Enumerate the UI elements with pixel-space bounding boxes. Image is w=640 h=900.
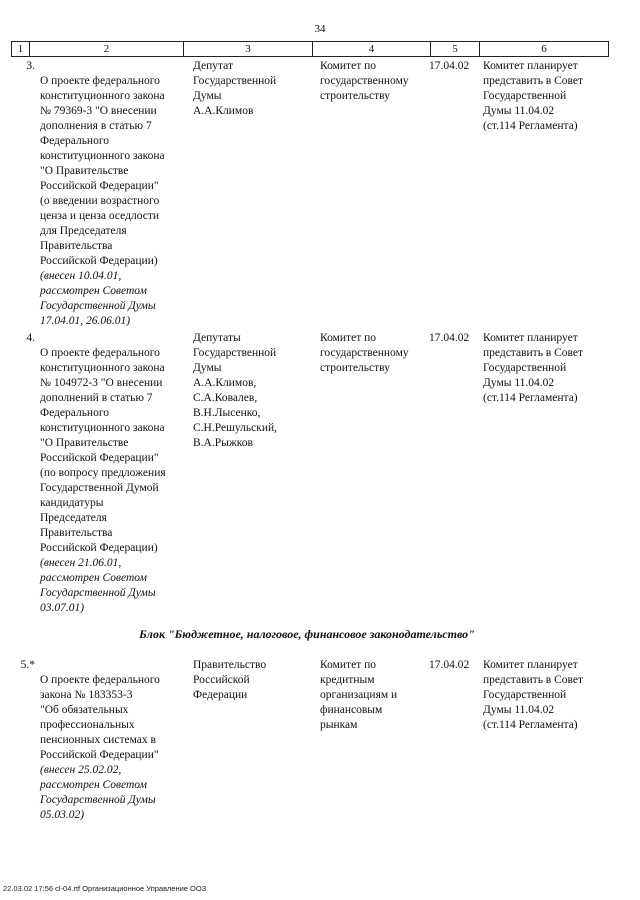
row-number: 3. xyxy=(26,60,35,72)
author-cell: Депутат Государственной Думы А.А.Климов xyxy=(193,60,277,117)
bill-title: О проекте федерального конституционного закона № 79369-3 "О внесении дополнения в статью 7 Федерального конституционного закона "О Правительстве Российской Федерации" (о введении возрастного ценза и ценза оседлости для Председателя Правительства Российской Федерации) xyxy=(40,75,165,267)
header-cell: 6 xyxy=(541,43,547,55)
committee-cell: Комитет по кредитным организациям и финансовым рынкам xyxy=(320,659,398,731)
status-cell: Комитет планирует представить в Совет Государственной Думы 11.04.02 (ст.114 Регламента) xyxy=(483,332,584,404)
document-footer: 22.03.02 17:56 cl-04.rtf Организационное Управление ООЗ xyxy=(3,884,207,893)
table-header xyxy=(11,41,609,57)
bill-note: (внесен 21.06.01, рассмотрен Советом Государственной Думы 03.07.01) xyxy=(40,557,156,614)
header-cell: 3 xyxy=(184,42,313,56)
author-cell: Правительство Российской Федерации xyxy=(193,659,267,701)
page-number: 34 xyxy=(314,23,326,35)
committee-cell: Комитет по государственному строительству xyxy=(320,60,409,102)
bill-title: О проекте федерального закона № 183353-3 "Об обязательных профессиональных пенсионных системах в Российской Федерации" xyxy=(40,674,160,761)
header-cell: 4 xyxy=(313,42,431,56)
header-cell: 2 xyxy=(30,42,184,56)
header-cell: 5 xyxy=(431,42,480,56)
author-cell: Депутаты Государственной Думы А.А.Климов, С.А.Ковалев, В.Н.Лысенко, С.Н.Решульский, В.А.Рыжков xyxy=(193,332,278,449)
status-cell: Комитет планирует представить в Совет Государственной Думы 11.04.02 (ст.114 Регламента) xyxy=(483,659,584,731)
bill-title-cell xyxy=(40,59,190,344)
row-number: 4. xyxy=(26,332,35,344)
bill-title-cell xyxy=(40,331,190,631)
bill-title: О проекте федерального конституционного закона № 104972-3 "О внесении дополнений в статью 7 Федерального конституционного закона "О Правительстве Российской Федерации" (по вопросу предложения Государственной Думой кандидатуры Председателя Правительства Российской Федерации) xyxy=(40,347,166,554)
status-cell: Комитет планирует представить в Совет Государственной Думы 11.04.02 (ст.114 Регламента) xyxy=(483,60,584,132)
bill-note: (внесен 10.04.01, рассмотрен Советом Государственной Думы 17.04.01, 26.06.01) xyxy=(40,270,156,327)
bill-title-cell xyxy=(40,658,190,838)
date-cell: 17.04.02 xyxy=(429,60,470,72)
date-cell: 17.04.02 xyxy=(429,659,470,671)
date-cell: 17.04.02 xyxy=(429,332,470,344)
header-cell: 1 xyxy=(12,42,30,56)
committee-cell: Комитет по государственному строительству xyxy=(320,332,409,374)
bill-note: (внесен 25.02.02, рассмотрен Советом Государственной Думы 05.03.02) xyxy=(40,764,156,821)
block-title: Блок "Бюджетное, налоговое, финансовое законодательство" xyxy=(139,627,475,641)
row-number: 5.* xyxy=(20,659,35,671)
